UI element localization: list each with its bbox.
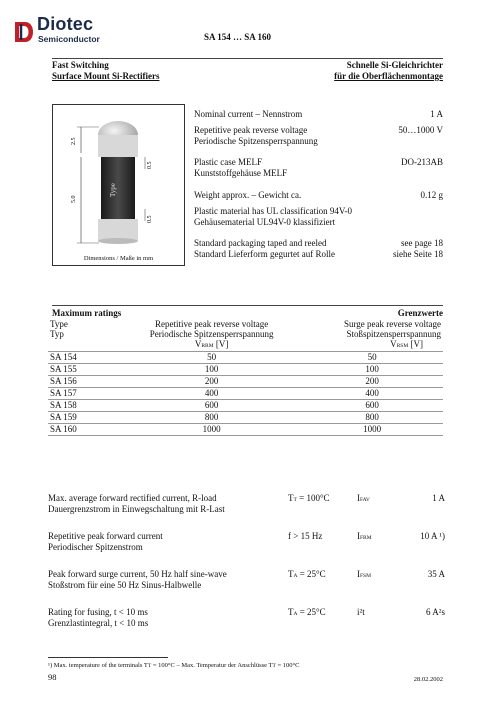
dim-length-label: 5.0: [71, 195, 77, 203]
table-row: [48, 412, 443, 424]
rating-condition: TT = 100°C: [288, 493, 330, 503]
table-row: [48, 400, 443, 412]
document-title: SA 154 … SA 160: [204, 32, 272, 42]
package-caption: Dimensions / Maße in mm: [83, 255, 154, 262]
cell-type: SA 157: [50, 388, 77, 398]
melf-package-drawing: [53, 105, 184, 255]
rating-value: 10 A ¹): [420, 531, 445, 541]
dim-band-bottom-label: 0.5: [147, 215, 153, 223]
header-right-line1: Schnelle Si-Gleichrichter: [346, 60, 443, 70]
rating-condition: TA = 25°C: [288, 607, 326, 617]
spec-label-de: Kunststoffgehäuse MELF: [194, 168, 288, 179]
dim-diameter-label: 2.5: [71, 137, 77, 145]
rating-symbol: IFAV: [357, 493, 370, 503]
cell-vrsm: 400: [365, 388, 379, 398]
spec-label: Nominal current – Nennstrom: [194, 109, 303, 119]
cell-type: SA 158: [50, 400, 77, 410]
cell-type: SA 155: [50, 364, 77, 374]
cell-vrsm: 50: [367, 352, 377, 362]
cell-type: SA 160: [50, 424, 77, 434]
cell-vrrm: 50: [207, 352, 217, 362]
spec-value: DO-213AB: [401, 157, 443, 168]
ratings-title-de: Grenzwerte: [397, 308, 443, 318]
ratings-top-rule: [52, 305, 443, 306]
cell-vrrm: 400: [204, 388, 219, 398]
header-right: [334, 60, 443, 82]
table-row: [48, 364, 443, 376]
rating-description: Repetitive peak forward current Periodischer Spitzenstrom: [48, 531, 163, 552]
cell-vrsm: 800: [365, 412, 379, 422]
footnote-rule: [48, 657, 168, 658]
col-vrrm-header: [122, 319, 301, 352]
col-type-header: [48, 319, 122, 352]
dim-band-top-label: 0.5: [147, 161, 153, 169]
footnote: ¹) Max. temperature of the terminals TT = 100°C – Max. Temperatur der Anschlüsse TT = 100°C: [48, 662, 300, 669]
rating-description: Peak forward surge current, 50 Hz half sine-wave Stoßstrom für eine 50 Hz Sinus-Halbwelle: [48, 569, 227, 590]
rating-description: Max. average forward rectified current, R-load Dauergrenzstrom in Einwegschaltung mit R-Last: [48, 493, 225, 514]
document-date: 28.02.2002: [413, 676, 443, 683]
header-left: [52, 60, 159, 82]
brand-subtitle: Semiconductor: [38, 34, 100, 44]
ratings-title-en: Maximum ratings: [52, 308, 122, 318]
cell-vrrm: 1000: [202, 424, 221, 434]
table-row: [48, 388, 443, 400]
spec-label: Weight approx. – Gewicht ca.: [194, 189, 302, 200]
spec-item: [194, 238, 443, 260]
ratings-heading: [52, 308, 443, 319]
cell-type: SA 156: [50, 376, 77, 386]
spec-value-de: siehe Seite 18: [393, 249, 443, 260]
col-type-en: Type: [50, 319, 68, 329]
cell-vrsm: 600: [365, 400, 379, 410]
cell-vrrm: 600: [204, 400, 219, 410]
ratings-table: [48, 319, 443, 436]
brand-name: Diotec: [37, 14, 94, 34]
header-left-line1: Fast Switching: [52, 60, 109, 70]
cell-vrsm: 100: [365, 364, 379, 374]
spec-item: [194, 125, 443, 147]
spec-label: Plastic case MELF: [194, 157, 262, 168]
table-row: [48, 376, 443, 388]
table-row: [48, 352, 443, 364]
cell-vrrm: 800: [204, 412, 219, 422]
rating-condition: TA = 25°C: [288, 569, 326, 579]
cell-type: SA 159: [50, 412, 77, 422]
rating-symbol: IFRM: [357, 531, 372, 541]
spec-label-de: Standard Lieferform gegurtet auf Rolle: [194, 249, 335, 260]
header-left-line2: Surface Mount Si-Rectifiers: [52, 71, 160, 81]
spec-item: [194, 109, 443, 120]
header-top-rule: [52, 58, 443, 59]
col-vrsm-symbol: VRSM [V]: [390, 339, 423, 349]
package-drawing-frame: [52, 104, 185, 266]
rating-value: 1 A: [432, 493, 445, 503]
spec-label: Plastic material has UL classification 94V-0: [194, 205, 353, 216]
rating-symbol: i²t: [357, 607, 365, 617]
col-vrrm-symbol: VRRM [V]: [194, 339, 229, 349]
package-marking: Type: [109, 183, 117, 197]
page-number: 98: [48, 672, 57, 682]
header-right-line2: für die Oberflächenmontage: [334, 71, 443, 81]
cell-vrrm: 100: [204, 364, 219, 374]
cell-vrsm: 1000: [363, 424, 382, 434]
spec-item: [194, 206, 443, 228]
col-vrrm-en: Repetitive peak reverse voltage: [155, 319, 269, 329]
rating-description: Rating for fusing, t < 10 ms Grenzlastintegral, t < 10 ms: [48, 607, 149, 628]
rating-value: 6 A²s: [426, 607, 445, 617]
ratings-header-row: [48, 319, 443, 352]
spec-label: Repetitive peak reverse voltage: [194, 124, 308, 135]
diotec-logo-icon: [13, 20, 35, 44]
col-vrrm-de: Periodische Spitzensperrspannung: [149, 329, 274, 339]
col-type-de: Typ: [50, 329, 64, 339]
cell-vrrm: 200: [204, 376, 219, 386]
rating-condition: f > 15 Hz: [288, 531, 323, 541]
col-vrsm-en: Surge peak reverse voltage: [343, 319, 441, 329]
spec-summary: [194, 109, 443, 271]
spec-value: 0.12 g: [420, 189, 443, 200]
col-vrsm-header: [301, 319, 443, 352]
rating-symbol: IFSM: [357, 569, 372, 579]
spec-label-de: Periodische Spitzensperrspannung: [194, 135, 318, 146]
spec-item: [194, 157, 443, 179]
spec-value: 50…1000 V: [398, 124, 443, 135]
spec-label: Standard packaging taped and reeled: [194, 238, 327, 249]
spec-value: see page 18: [401, 238, 443, 249]
rating-value: 35 A: [427, 569, 445, 579]
spec-label-de: Gehäusematerial UL94V-0 klassifiziert: [194, 216, 336, 227]
spec-item: [194, 190, 443, 201]
col-vrsm-de: Stoßspitzensperrspannung: [346, 329, 441, 339]
cell-vrsm: 200: [365, 376, 379, 386]
table-row: [48, 424, 443, 436]
spec-value: 1 A: [430, 109, 443, 119]
cell-type: SA 154: [50, 352, 77, 362]
